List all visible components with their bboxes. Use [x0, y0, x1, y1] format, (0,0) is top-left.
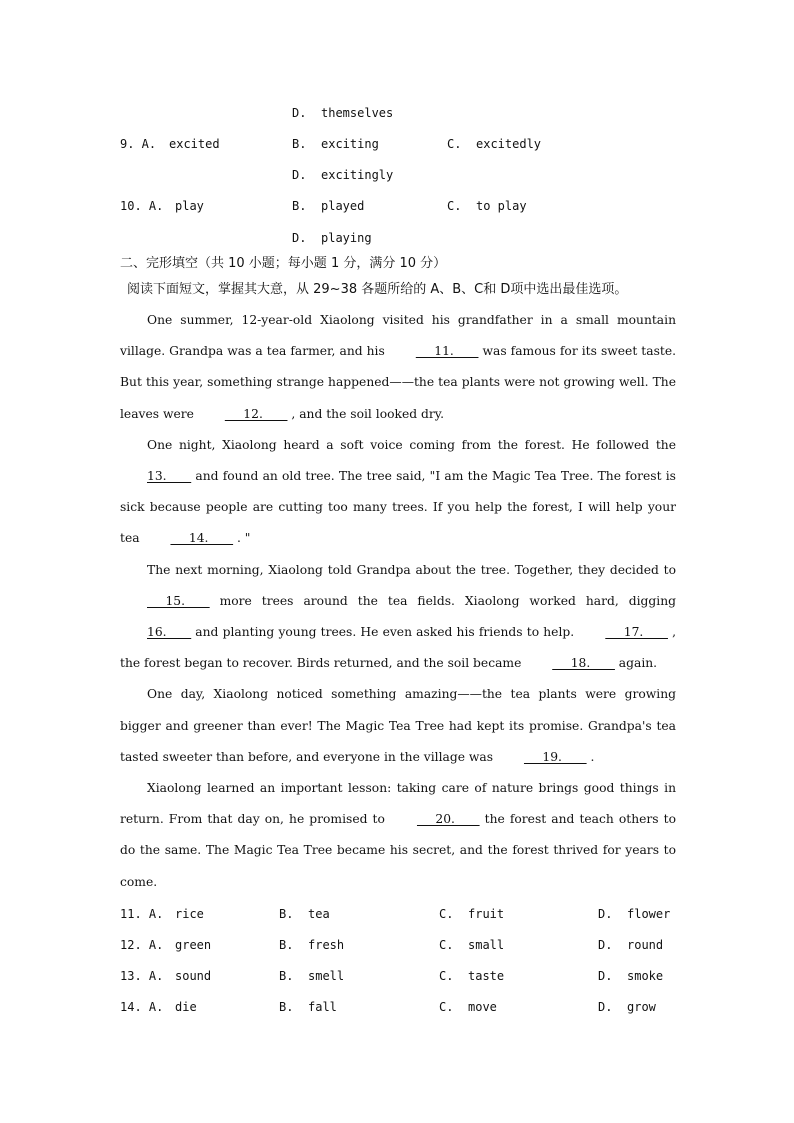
option-b-text: smell [308, 969, 345, 983]
option-d-text: round [627, 938, 664, 952]
option-c-text: move [468, 1000, 497, 1014]
blank-13: 13.____ [147, 469, 192, 484]
passage-paragraph-5: Xiaolong learned an important lesson: taking care of nature brings good things in return. From that day on, he promised to ___20.____ the forest and teach others to do the same. The Magic Tea Tree became his secret, and the forest thrived for years to come. [120, 781, 677, 889]
option-b-text: played [321, 199, 365, 213]
option-a-text: sound [175, 969, 212, 983]
section-heading: 二、完形填空（共 10 小题；每小题 1 分，满分 10 分） [120, 256, 447, 271]
cloze-passage [120, 305, 676, 898]
option-text: playing [321, 231, 372, 245]
question-number: 14. A. [120, 1000, 164, 1014]
option-label: B. [279, 907, 294, 921]
question-number: 9. A. [120, 137, 157, 151]
option-label: C. [439, 907, 454, 921]
blank-15: ___15.____ [147, 593, 210, 608]
option-label: D. [292, 106, 307, 120]
option-a-text: excited [169, 137, 220, 151]
option-label: C. [439, 969, 454, 983]
option-a-text: die [175, 1000, 197, 1014]
option-a-text: play [175, 199, 204, 213]
option-label: D. [598, 938, 613, 952]
blank-12: ___12.____ [224, 406, 288, 421]
section-instruction: 阅读下面短文，掌握其大意，从 29~38 各题所给的 A、B、C和 D项中选出最佳选项。 [127, 282, 628, 297]
blank-18: ___18.____ [552, 656, 615, 671]
question-number: 13. A. [120, 969, 164, 983]
option-label: B. [292, 137, 307, 151]
option-text: themselves [321, 106, 394, 120]
option-text: excitingly [321, 168, 394, 182]
option-label: D. [292, 168, 307, 182]
option-c-text: taste [468, 969, 505, 983]
blank-16: 16.____ [147, 625, 192, 640]
passage-paragraph-1: One summer, 12-year-old Xiaolong visited his grandfather in a small mountain village. Grandpa was a tea farmer, and his ___11.____ was famous for its sweet taste. But this year, something strange happened——the tea plants were not growing well. The leaves were ___12.____ , and the soil looked dry. [120, 305, 676, 430]
option-d-text: smoke [627, 969, 664, 983]
option-label: B. [279, 938, 294, 952]
option-d-text: flower [627, 907, 671, 921]
blank-11: ___11.____ [415, 344, 479, 359]
option-label: D. [598, 907, 613, 921]
option-c-text: excitedly [476, 137, 542, 151]
option-label: B. [279, 969, 294, 983]
option-b-text: tea [308, 907, 330, 921]
option-label: C. [439, 1000, 454, 1014]
option-b-text: fall [308, 1000, 337, 1014]
option-b-text: exciting [321, 137, 379, 151]
option-label: B. [292, 199, 307, 213]
option-label: C. [439, 938, 454, 952]
option-c-text: fruit [468, 907, 505, 921]
option-c-text: to play [476, 199, 527, 213]
blank-19: ___19.____ [523, 749, 587, 764]
question-number: 11. A. [120, 907, 164, 921]
option-a-text: rice [175, 907, 204, 921]
option-label: B. [279, 1000, 294, 1014]
option-label: C. [447, 199, 462, 213]
passage-paragraph-3: The next morning, Xiaolong told Grandpa about the tree. Together, they decided to ___15.____ more trees around the tea fields. Xiaolong worked hard, digging 16.____ and planting young trees. He even asked his friends to help. ___17.____ , the forest began to recover. Birds returned, and the soil became ___18.____ again. [120, 555, 676, 680]
option-label: D. [292, 231, 307, 245]
passage-paragraph-2: One night, Xiaolong heard a soft voice coming from the forest. He followed the 13.____ and found an old tree. The tree said, "I am the Magic Tea Tree. The forest is sick because people are cutting too many trees. If you help the forest, I will help your tea ___14.____ . " [120, 430, 676, 555]
passage-paragraph-4: One day, Xiaolong noticed something amazing——the tea plants were growing bigger and greener than ever! The Magic Tea Tree had kept its promise. Grandpa's tea tasted sweeter than before, and everyone in the village was ___19.____ . [120, 679, 676, 773]
option-label: D. [598, 969, 613, 983]
question-number: 12. A. [120, 938, 164, 952]
blank-20: ___20.____ [416, 812, 480, 827]
option-d-text: grow [627, 1000, 656, 1014]
option-a-text: green [175, 938, 212, 952]
option-c-text: small [468, 938, 505, 952]
question-number: 10. A. [120, 199, 164, 213]
option-label: D. [598, 1000, 613, 1014]
blank-17: ___17.____ [605, 625, 668, 640]
blank-14: ___14.____ [170, 531, 234, 546]
option-label: C. [447, 137, 462, 151]
option-b-text: fresh [308, 938, 345, 952]
